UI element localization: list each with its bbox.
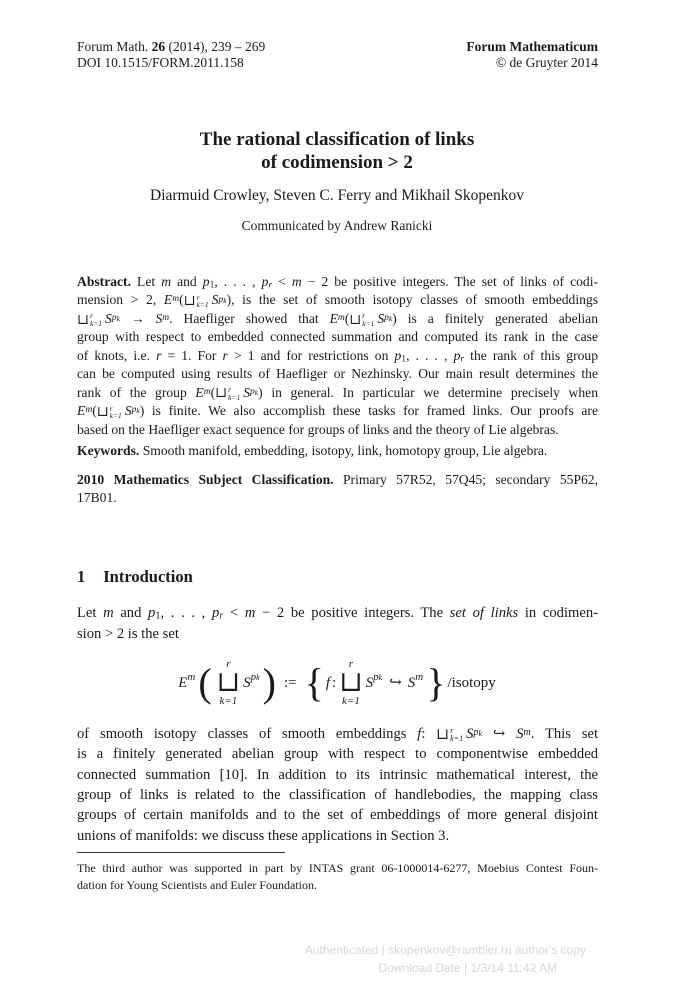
math-symbol: p xyxy=(384,313,389,324)
journal-citation xyxy=(77,39,265,55)
text-run: can be computed using results of Haefliger or Nezhinsky. Our main result determines the xyxy=(77,366,598,382)
eq-p: p xyxy=(250,670,257,683)
upper-limit: r xyxy=(109,403,113,413)
text-line xyxy=(77,347,598,365)
math-symbol: E xyxy=(163,292,173,308)
text-run: : xyxy=(421,726,437,742)
footnote-rule xyxy=(77,852,285,853)
lower-limit: k=1 xyxy=(228,392,241,402)
disjoint-union xyxy=(215,387,243,401)
left-paren: ( xyxy=(198,660,212,705)
union-limits xyxy=(362,312,374,327)
math-symbol: p xyxy=(218,294,224,305)
section-title: Introduction xyxy=(103,567,193,586)
text-run: and xyxy=(171,274,203,289)
right-paren: ) xyxy=(262,660,276,705)
communicated-by: Communicated by Andrew Ranicki xyxy=(241,218,433,233)
display-equation xyxy=(0,648,674,718)
superscript: m xyxy=(85,405,93,416)
title-line: of codimension > 2 xyxy=(261,152,413,173)
union-limits xyxy=(197,294,209,309)
math-symbol: S xyxy=(124,403,132,419)
run-in-heading: Abstract. xyxy=(77,274,131,289)
text-line xyxy=(77,471,598,489)
math-symbol: S xyxy=(516,726,524,742)
text-line xyxy=(77,421,598,439)
math-symbol: S xyxy=(243,384,250,400)
math-symbol: p xyxy=(453,347,461,363)
text-line xyxy=(77,877,598,893)
disjoint-union xyxy=(349,313,377,327)
text-run: Smooth manifold, embedding, isotopy, link, homotopy group, Lie algebra. xyxy=(139,443,548,458)
right-brace: } xyxy=(426,660,446,705)
subscript: k xyxy=(136,406,140,416)
watermark-line: Download Date | 1/3/14 11:42 AM xyxy=(378,961,557,975)
math-symbol: r xyxy=(156,347,162,363)
text-run: in codimen- xyxy=(518,605,598,621)
text-line xyxy=(77,805,598,825)
text-run: ) in general. In particular we determine precisely when xyxy=(258,384,598,400)
journal-abbrev: Forum Math. xyxy=(77,39,152,54)
run-in-heading: Keywords. xyxy=(77,443,140,458)
run-in-heading: 2010 Mathematics Subject Classification. xyxy=(77,472,334,487)
text-run: connected summation [10]. In addition to its intrinsic mathematical interest, the xyxy=(77,766,598,783)
text-line xyxy=(77,365,598,383)
text-run: ( xyxy=(344,310,350,326)
text-run: group of links is related to the classification of handlebodies, the mapping class xyxy=(77,786,598,803)
subscript: k xyxy=(223,295,227,305)
subscript: r xyxy=(460,354,465,365)
text-run: ), is the set of smooth isotopy classes of smooth embeddings xyxy=(226,292,598,308)
eq-S: S xyxy=(243,674,251,691)
math-symbol: m xyxy=(244,605,256,621)
text-line xyxy=(77,765,598,785)
disjoint-union-symbol: ⊔ xyxy=(339,667,363,698)
text-run: Let xyxy=(130,274,162,289)
math-symbol: E xyxy=(77,403,86,419)
text-line xyxy=(77,724,598,744)
math-symbol: E xyxy=(195,384,204,400)
math-symbol: S xyxy=(105,310,112,326)
year-pages: (2014), 239 – 269 xyxy=(165,39,266,54)
superscript xyxy=(218,295,226,305)
text-run: based on the Haefliger exact sequence for groups of links and the theory of Lie algebras. xyxy=(77,421,559,437)
eq-lower-limit: k=1 xyxy=(342,695,360,707)
math-symbol: S xyxy=(211,292,219,308)
eq-colon: : xyxy=(332,674,337,691)
disjoint-union xyxy=(217,659,240,707)
lower-limit: k=1 xyxy=(450,733,464,743)
left-brace: { xyxy=(304,660,324,705)
text-line xyxy=(77,489,598,507)
text-run: Primary 57R52, 57Q45; secondary 55P62, xyxy=(333,472,598,487)
text-line xyxy=(77,860,598,876)
text-run: , . . . , xyxy=(406,347,454,363)
superscript xyxy=(132,405,140,415)
union-limits xyxy=(450,727,463,743)
watermark-line: Authenticated | skopenkov@rambler.ru author's copy xyxy=(304,943,586,957)
text-line xyxy=(77,826,598,846)
math-symbol: p xyxy=(261,274,269,289)
subscript: 1 xyxy=(155,610,161,622)
eq-quotient: /isotopy xyxy=(447,674,496,691)
superscript xyxy=(112,313,120,323)
eq-defeq: := xyxy=(284,674,297,691)
subscript: r xyxy=(219,610,224,622)
authors: Diarmuid Crowley, Steven C. Ferry and Mikhail Skopenkov xyxy=(150,187,524,204)
eq-f: f xyxy=(325,674,331,691)
upper-limit: r xyxy=(228,385,232,395)
math-symbol: p xyxy=(473,726,479,738)
disjoint-union xyxy=(339,659,362,707)
superscript: m xyxy=(337,313,345,324)
math-symbol: S xyxy=(377,310,385,326)
math-symbol: p xyxy=(111,313,117,324)
text-line xyxy=(77,310,598,328)
text-line xyxy=(77,624,598,644)
union-limits xyxy=(90,312,102,327)
lower-limit: k=1 xyxy=(109,411,122,421)
upper-limit: r xyxy=(362,311,366,321)
text-run: ) is finite. We also accomplish these tasks for framed links. Our proofs are xyxy=(139,403,598,419)
text-line xyxy=(77,603,598,623)
union-limits xyxy=(110,405,122,420)
title-line: The rational classification of links xyxy=(199,129,475,150)
text-run: unions of manifolds: we discuss these applications in Section 3. xyxy=(77,827,450,844)
lower-limit: k=1 xyxy=(362,318,375,328)
eq-E: E xyxy=(178,674,188,691)
text-run: − 2 be positive integers. The xyxy=(255,605,450,621)
superscript: m xyxy=(172,294,180,305)
text-run: > 1 and for restrictions on xyxy=(227,347,395,363)
eq-k: k xyxy=(256,672,260,682)
text-run: mension > 2, xyxy=(77,292,164,308)
disjoint-union xyxy=(97,405,125,419)
subscript: k xyxy=(388,313,393,323)
text-line xyxy=(77,442,598,460)
eq-S: S xyxy=(407,674,416,691)
text-line xyxy=(77,402,598,420)
eq-S: S xyxy=(365,674,374,691)
text-run: ↪ xyxy=(482,726,517,742)
superscript xyxy=(473,727,482,738)
math-symbol: p xyxy=(394,347,402,363)
disjoint-union-symbol: ⊔ xyxy=(436,726,450,743)
eq-p: p xyxy=(373,670,379,683)
text-run: ( xyxy=(210,384,216,400)
text-run: group with respect to embedded connected summation and computed its rank in the case xyxy=(77,329,598,345)
subscript: r xyxy=(268,280,273,291)
math-symbol: p xyxy=(211,605,220,621)
upper-limit: r xyxy=(450,725,454,735)
text-run: sion > 2 is the set xyxy=(77,625,179,642)
subscript: 1 xyxy=(209,280,215,291)
journal-name: Forum Mathematicum xyxy=(466,39,598,54)
math-symbol: S xyxy=(155,310,163,326)
section-heading xyxy=(77,567,193,587)
upper-limit: r xyxy=(196,292,200,302)
doi: DOI 10.1515/FORM.2011.158 xyxy=(77,55,244,70)
section-number: 1 xyxy=(77,567,86,586)
eq-m: m xyxy=(187,670,196,683)
eq-lower-limit: k=1 xyxy=(219,695,238,707)
copyright: © de Gruyter 2014 xyxy=(495,55,598,70)
lower-limit: k=1 xyxy=(196,300,209,310)
disjoint-union-symbol: ⊔ xyxy=(349,311,362,328)
text-run: − 2 be positive integers. The set of links of codi- xyxy=(301,274,599,289)
superscript xyxy=(250,387,258,397)
subscript: k xyxy=(254,387,259,397)
text-run: ( xyxy=(92,403,97,419)
math-symbol: m xyxy=(291,274,302,289)
text-run: the rank of this group xyxy=(464,347,599,363)
text-run: → xyxy=(120,310,156,326)
text-run: ( xyxy=(179,292,184,308)
text-run: , . . . , xyxy=(214,274,262,289)
disjoint-union-symbol: ⊔ xyxy=(183,293,196,310)
math-symbol: p xyxy=(148,605,156,621)
text-run: and xyxy=(113,605,149,621)
superscript: m xyxy=(523,726,531,738)
subscript: 1 xyxy=(401,354,407,365)
text-run: ) is a finitely generated abelian xyxy=(392,310,598,326)
text-line xyxy=(77,273,598,291)
text-run: = 1. For xyxy=(161,347,223,363)
math-symbol: f xyxy=(417,726,422,742)
text-run: groups of certain manifolds and to the set of embeddings of more general disjoint xyxy=(77,807,598,824)
math-symbol: r xyxy=(222,347,228,363)
text-run: , . . . , xyxy=(160,605,212,621)
text-run: < xyxy=(272,274,292,289)
disjoint-union xyxy=(436,727,466,742)
subscript: k xyxy=(478,728,483,738)
paper-title xyxy=(0,128,674,174)
eq-upper-limit: r xyxy=(348,658,354,670)
disjoint-union-symbol: ⊔ xyxy=(96,403,109,420)
disjoint-union-symbol: ⊔ xyxy=(77,311,89,328)
text-run: of smooth isotopy classes of smooth embeddings xyxy=(77,726,418,742)
text-line xyxy=(77,291,598,309)
text-run: Let xyxy=(77,605,104,621)
text-run: 17B01. xyxy=(77,490,117,506)
disjoint-union xyxy=(183,292,212,310)
text-run: . Haefliger showed that xyxy=(169,310,330,326)
disjoint-union-symbol: ⊔ xyxy=(216,667,241,698)
math-symbol: m xyxy=(103,605,114,621)
text-run: of knots, i.e. xyxy=(77,347,157,363)
text-run: dation for Young Scientists and Euler Foundation. xyxy=(77,877,317,892)
math-symbol: S xyxy=(466,726,474,742)
disjoint-union xyxy=(77,313,105,327)
subscript: k xyxy=(116,313,120,323)
upper-limit: r xyxy=(89,311,93,321)
text-line xyxy=(77,744,598,764)
lower-limit: k=1 xyxy=(89,318,103,328)
math-symbol: p xyxy=(249,386,255,397)
text-run: The third author was supported in part by INTAS grant 06-1000014-6277, Moebius Contest Foun- xyxy=(77,861,598,875)
math-symbol: m xyxy=(161,274,172,289)
superscript: m xyxy=(162,313,170,324)
superscript: m xyxy=(203,386,211,397)
math-symbol: E xyxy=(329,310,338,326)
eq-upper-limit: r xyxy=(226,658,231,670)
math-symbol: set of links xyxy=(449,605,519,621)
text-run: < xyxy=(223,605,245,621)
text-run: is a finitely generated abelian group with respect to componentwise embedded xyxy=(77,746,598,763)
disjoint-union-symbol: ⊔ xyxy=(215,385,228,402)
eq-hook-arrow: ↪ xyxy=(389,674,402,691)
text-line xyxy=(77,384,598,402)
text-line xyxy=(77,785,598,805)
eq-k: k xyxy=(378,672,383,682)
math-symbol: p xyxy=(202,274,210,289)
union-limits xyxy=(228,386,240,401)
text-run: rank of the group xyxy=(77,384,196,400)
volume: 26 xyxy=(151,39,166,54)
text-line xyxy=(77,328,598,346)
eq-m: m xyxy=(415,670,424,683)
text-run: . This set xyxy=(530,726,598,742)
math-symbol: p xyxy=(131,405,137,416)
